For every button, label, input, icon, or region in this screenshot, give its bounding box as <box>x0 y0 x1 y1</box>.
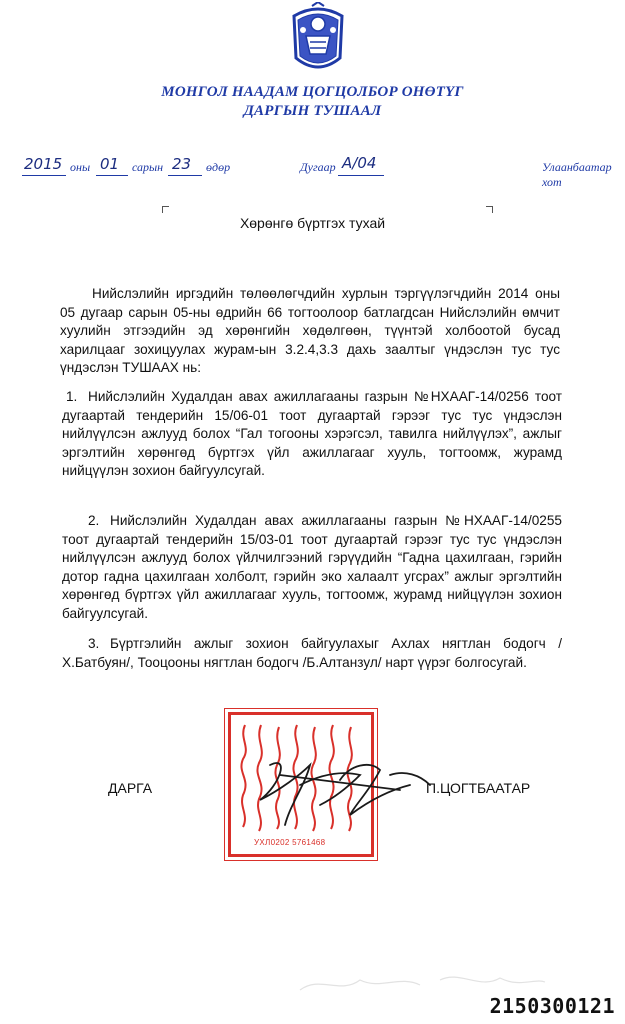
preamble-text: Нийслэлийн иргэдийн төлөөлөгчдийн хурлын тэргүүлэгчдийн 2014 оны 05 дугаар сарын 05-ны өдрийн 66 тогтоолоор батлагдсан Нийслэлийн өмчит хуулийн этгээдийн эд хөрөнгийн хөдөлгөөн, түүнтэй холбоотой бусад харилцааг зохицуулах журам-ын 3.2.4,3.3 дахь заалтыг үндэслэн тус тус үндэслэн ТУШААХ нь: <box>60 286 560 375</box>
month-label: сарын <box>132 160 164 174</box>
document-type-title: ДАРГЫН ТУШААЛ <box>243 103 382 119</box>
signer-position: ДАРГА <box>108 780 153 796</box>
date-day: 23 <box>172 155 192 173</box>
handwritten-signature <box>250 745 450 835</box>
year-label: оны <box>70 160 91 174</box>
order-number: A/04 <box>342 154 377 172</box>
item-text: Бүртгэлийн ажлыг зохион байгуулахыг Ахлах нягтлан бодогч /Х.Батбуян/, Тооцооны нягтлан бодогч /Б.Алтанзул/ нарт үүрэг болгосугай. <box>62 636 562 670</box>
order-number-label: Дугаар <box>300 160 336 174</box>
seal-registration-code: УХЛ0202 5761468 <box>254 838 326 847</box>
preamble-paragraph <box>60 285 560 378</box>
date-month: 01 <box>100 155 120 173</box>
order-item <box>62 388 562 481</box>
document-number: 2150300121 <box>489 994 615 1018</box>
date-year: 2015 <box>24 155 63 173</box>
order-title: Хөрөнгө бүртгэх тухай <box>239 215 386 231</box>
day-label: өдөр <box>206 160 231 174</box>
item-number: 1. <box>66 389 78 404</box>
organization-emblem-icon <box>288 2 348 78</box>
item-number: 3. <box>88 636 100 651</box>
order-item <box>62 512 562 623</box>
item-text: Нийслэлийн Худалдан авах ажиллагааны газрын №НХААГ-14/0255 тоот дугаартай тендерийн 15/03-01 тоот дугаартай гэрээг тус тус үндэслэн нийлүүлсэн ажлууд болох үйлчилгээний гэрүүдийн “Гадна цахилгаан, гэрийн дотор гадна цахилгаан холболт, гэрийн эко халаалт угсрах” ажлыг эргэлтийн хөрөнгөд бүртгэх үйл ажиллагааг хууль, тогтоомж, журамд нийцүүлэн зохион байгуулсугай. <box>62 513 562 621</box>
organization-name: МОНГОЛ НААДАМ ЦОГЦОЛБОР ОНӨТҮГ <box>161 84 464 100</box>
issue-place: Улаанбаатар хот <box>542 160 612 189</box>
order-item <box>62 635 562 672</box>
signer-name: П.ЦОГТБААТАР <box>426 780 531 796</box>
item-number: 2. <box>88 513 100 528</box>
item-text: Нийслэлийн Худалдан авах ажиллагааны газрын №НХААГ-14/0256 тоот дугаартай тендерийн 15/06-01 тоот дугаартай гэрээг тус тус үндэслэн нийлүүлсэн ажлууд болох “Гал тогооны хэрэгсэл, тавилга нийлүүлэх”, ажлыг эргэлтийн хөрөнгөд бүртгэх үйл ажиллагааг хууль, тогтоомж, журамд нийцүүлэн зохион байгуулсугай. <box>62 389 562 478</box>
